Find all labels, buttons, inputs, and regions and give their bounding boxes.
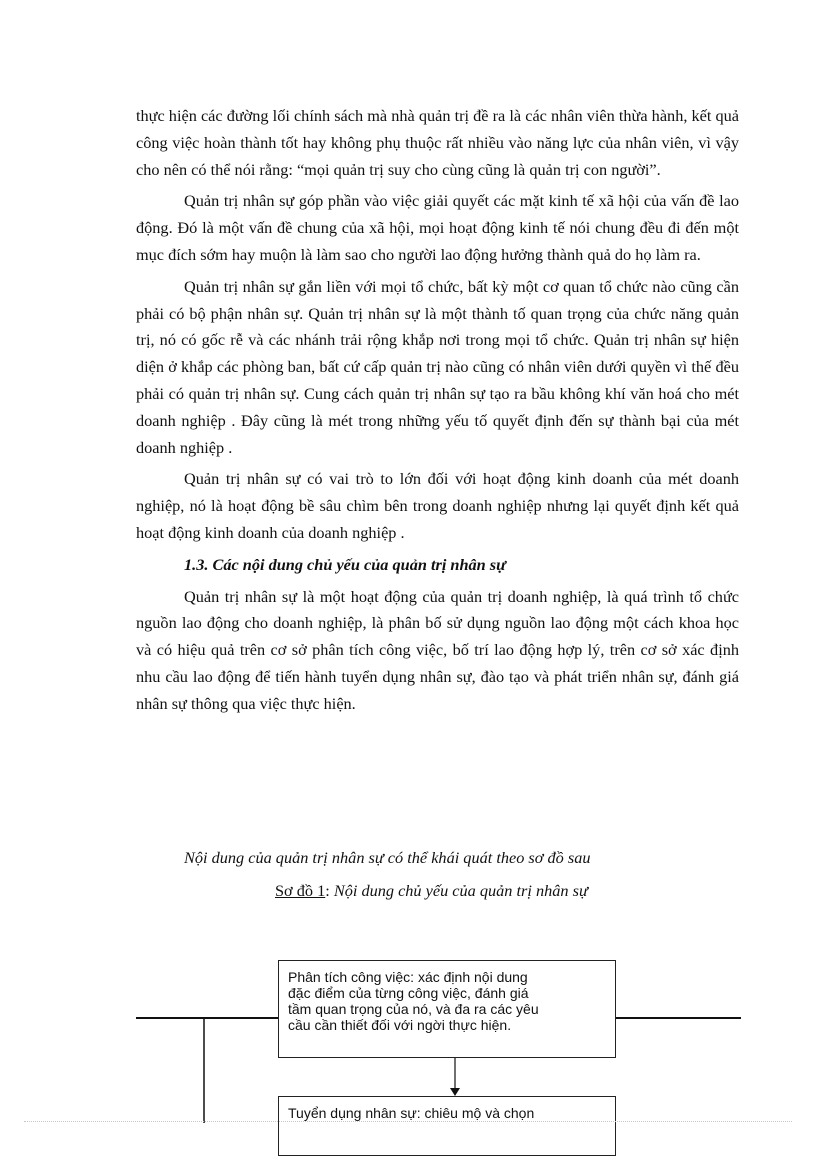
box1-line-1: Phân tích công việc: xác định nội dung bbox=[288, 969, 528, 985]
diagram-separator: : bbox=[325, 881, 334, 900]
recruitment-box bbox=[278, 1096, 616, 1156]
box1-line-3: tầm quan trọng của nó, và đa ra các yêu bbox=[288, 1001, 539, 1017]
diagram-caption bbox=[275, 881, 588, 901]
down-arrowhead bbox=[450, 1088, 460, 1096]
paragraph-5: Quản trị nhân sự là một hoạt động của quản trị doanh nghiệp, là quá trình tổ chức nguồn lao động cho doanh nghiệp, là phân bố sử dụng nguồn lao động một cách khoa học và có hiệu quả trên cơ sở phân tích công việc, bố trí lao động hợp lý, trên cơ sở xác định nhu cầu lao động để tiến hành tuyển dụng nhân sự, đào tạo và phát triển nhân sự, đánh giá nhân sự thông qua việc thực hiện. bbox=[136, 586, 739, 713]
page-bottom-rule bbox=[24, 1121, 792, 1122]
paragraph-4: Quản trị nhân sự có vai trò to lớn đối với hoạt động kinh doanh của mét doanh nghiệp, nó là hoạt động bề sâu chìm bên trong doanh nghiệp nhưng lại quyết định kết quả hoạt động kinh doanh của doanh nghiệp . bbox=[136, 469, 739, 542]
box2-line-1: Tuyển dụng nhân sự: chiêu mộ và chọn bbox=[288, 1105, 535, 1121]
paragraph-3: Quản trị nhân sự gắn liền với mọi tổ chức, bất kỳ một cơ quan tổ chức nào cũng cần phải có bộ phận nhân sự. Quản trị nhân sự là một thành tố quan trọng của chức năng quản trị, nó có gốc rễ và các nhánh trải rộng khắp nơi trong mọi tổ chức. Quản trị nhân sự hiện diện ở khắp các phòng ban, bất cứ cấp quản trị nào cũng có nhân viên dưới quyền vì thế đều phải có quản trị nhân sự. Cung cách quản trị nhân sự tạo ra bầu không khí văn hoá cho mét doanh nghiệp . Đây cũng là mét trong những yếu tố quyết định đến sự thành bại của mét doanh nghiệp . bbox=[136, 276, 739, 457]
diagram-intro: Nội dung của quản trị nhân sự có thể khái quát theo sơ đồ sau bbox=[184, 848, 591, 867]
paragraph-2: Quản trị nhân sự góp phần vào việc giải quyết các mặt kinh tế xã hội của vấn đề lao động. Đó là một vấn đề chung của xã hội, mọi hoạt động kinh tế nói chung đều đi đến một mục đích sớm hay muộn là làm sao cho người lao động hưởng thành quả do họ làm ra. bbox=[136, 191, 739, 264]
diagram-title: Nội dung chủ yếu của quản trị nhân sự bbox=[333, 881, 588, 900]
diagram-label: Sơ đồ 1 bbox=[275, 881, 326, 900]
box1-line-2: đặc điểm của từng công việc, đánh giá bbox=[288, 985, 529, 1001]
box1-line-4: cầu cần thiết đối với ngời thực hiện. bbox=[288, 1017, 512, 1033]
section-heading: 1.3. Các nội dung chủ yếu của quản trị nhân sự bbox=[184, 554, 506, 574]
body-text bbox=[136, 103, 739, 723]
job-analysis-box bbox=[278, 960, 616, 1058]
paragraph-1: thực hiện các đường lối chính sách mà nhà quản trị đề ra là các nhân viên thừa hành, kết quả công việc hoàn thành tốt hay không phụ thuộc rất nhiều vào năng lực của nhân viên, vì vậy cho nên có thể nói rằng: “mọi quản trị suy cho cùng cũng là quản trị con người”. bbox=[136, 106, 739, 179]
